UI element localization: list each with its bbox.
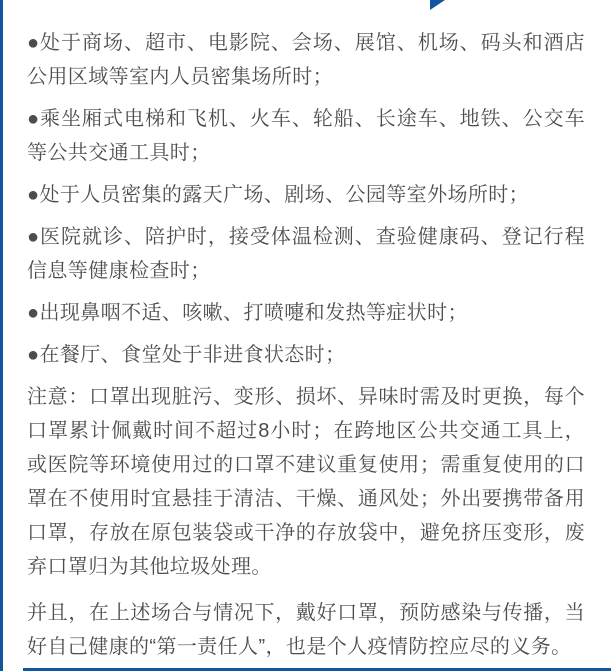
article-body bbox=[27, 26, 585, 671]
left-accent-line bbox=[0, 0, 3, 671]
bullet-item: ●处于人员密集的露天广场、剧场、公园等室外场所时； bbox=[27, 184, 530, 206]
arrow-tip-icon bbox=[430, 0, 445, 10]
bullet-item: ●出现鼻咽不适、咳嗽、打喷嚏和发热等症状时； bbox=[27, 302, 468, 324]
closing-paragraph: 并且，在上述场合与情况下，戴好口罩，预防感染与传播，当好自己健康的“第一责任人”，也是个人疫情防控应尽的义务。 bbox=[27, 602, 585, 658]
note-paragraph: 注意：口罩出现脏污、变形、损坏、异味时需及时更换，每个口罩累计佩戴时间不超过8小时；在跨地区公共交通工具上，或医院等环境使用过的口罩不建议重复使用；需重复使用的口罩在不使用时宜悬挂于清洁、干燥、通风处；外出要携带备用口罩，存放在原包装袋或干净的存放袋中，避免挤压变形，废弃口罩归为其他垃圾处理。 bbox=[27, 386, 585, 578]
bullet-item: ●处于商场、超市、电影院、会场、展馆、机场、码头和酒店公用区域等室内人员密集场所时； bbox=[27, 32, 585, 88]
bullet-item: ●在餐厅、食堂处于非进食状态时； bbox=[27, 344, 346, 366]
bullet-item: ●医院就诊、陪护时，接受体温检测、查验健康码、登记行程信息等健康检查时； bbox=[27, 226, 585, 282]
bullet-item: ●乘坐厢式电梯和飞机、火车、轮船、长途车、地铁、公交车等公共交通工具时； bbox=[27, 108, 585, 164]
